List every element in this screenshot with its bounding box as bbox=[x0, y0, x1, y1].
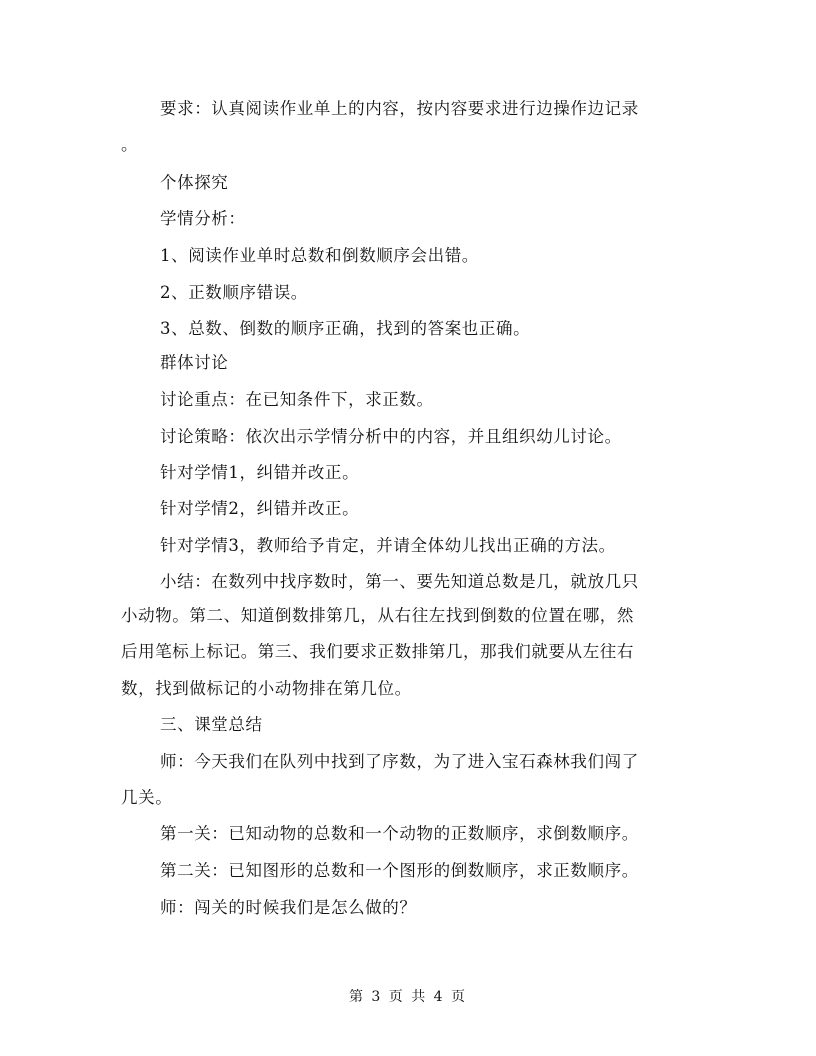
paragraph-requirement: 要求：认真阅读作业单上的内容，按内容要求进行边操作边记录 bbox=[160, 99, 639, 118]
paragraph-teacher-line-2: 几关。 bbox=[121, 788, 173, 807]
list-item-3: 3、总数、倒数的顺序正确，找到的答案也正确。 bbox=[160, 319, 531, 338]
paragraph-summary-line-2: 小动物。第二、知道倒数排第几，从右往左找到倒数的位置在哪，然 bbox=[121, 606, 634, 625]
paragraph-level-2: 第二关：已知图形的总数和一个图形的倒数顺序，求正数顺序。 bbox=[160, 861, 639, 880]
paragraph-summary-line-1: 小结：在数列中找序数时，第一、要先知道总数是几，就放几只 bbox=[160, 572, 639, 591]
paragraph-case-1: 针对学情1，纠错并改正。 bbox=[160, 463, 360, 482]
paragraph-summary-line-4: 数，找到做标记的小动物排在第几位。 bbox=[121, 679, 412, 698]
heading-individual-exploration: 个体探究 bbox=[160, 173, 229, 192]
heading-group-discussion: 群体讨论 bbox=[160, 353, 229, 372]
heading-class-summary: 三、课堂总结 bbox=[160, 715, 263, 734]
paragraph-teacher-question: 师：闯关的时候我们是怎么做的？ bbox=[160, 898, 417, 917]
paragraph-case-2: 针对学情2，纠错并改正。 bbox=[160, 499, 360, 518]
paragraph-case-3: 针对学情3，教师给予肯定，并请全体幼儿找出正确的方法。 bbox=[160, 536, 616, 555]
list-item-2: 2、正数顺序错误。 bbox=[160, 283, 308, 302]
paragraph-level-1: 第一关：已知动物的总数和一个动物的正数顺序，求倒数顺序。 bbox=[160, 824, 639, 843]
heading-learning-analysis: 学情分析： bbox=[160, 209, 246, 228]
paragraph-discussion-focus: 讨论重点：在已知条件下，求正数。 bbox=[160, 390, 434, 409]
paragraph-teacher-line-1: 师：今天我们在队列中找到了序数，为了进入宝石森林我们闯了 bbox=[160, 752, 639, 771]
paragraph-summary-line-3: 后用笔标上标记。第三、我们要求正数排第几，那我们就要从左往右 bbox=[121, 642, 634, 661]
paragraph-discussion-strategy: 讨论策略：依次出示学情分析中的内容，并且组织幼儿讨论。 bbox=[160, 427, 622, 446]
list-item-1: 1、阅读作业单时总数和倒数顺序会出错。 bbox=[160, 246, 479, 265]
page-number-footer: 第 3 页 共 4 页 bbox=[348, 989, 468, 1005]
paragraph-continuation: 。 bbox=[121, 135, 139, 154]
